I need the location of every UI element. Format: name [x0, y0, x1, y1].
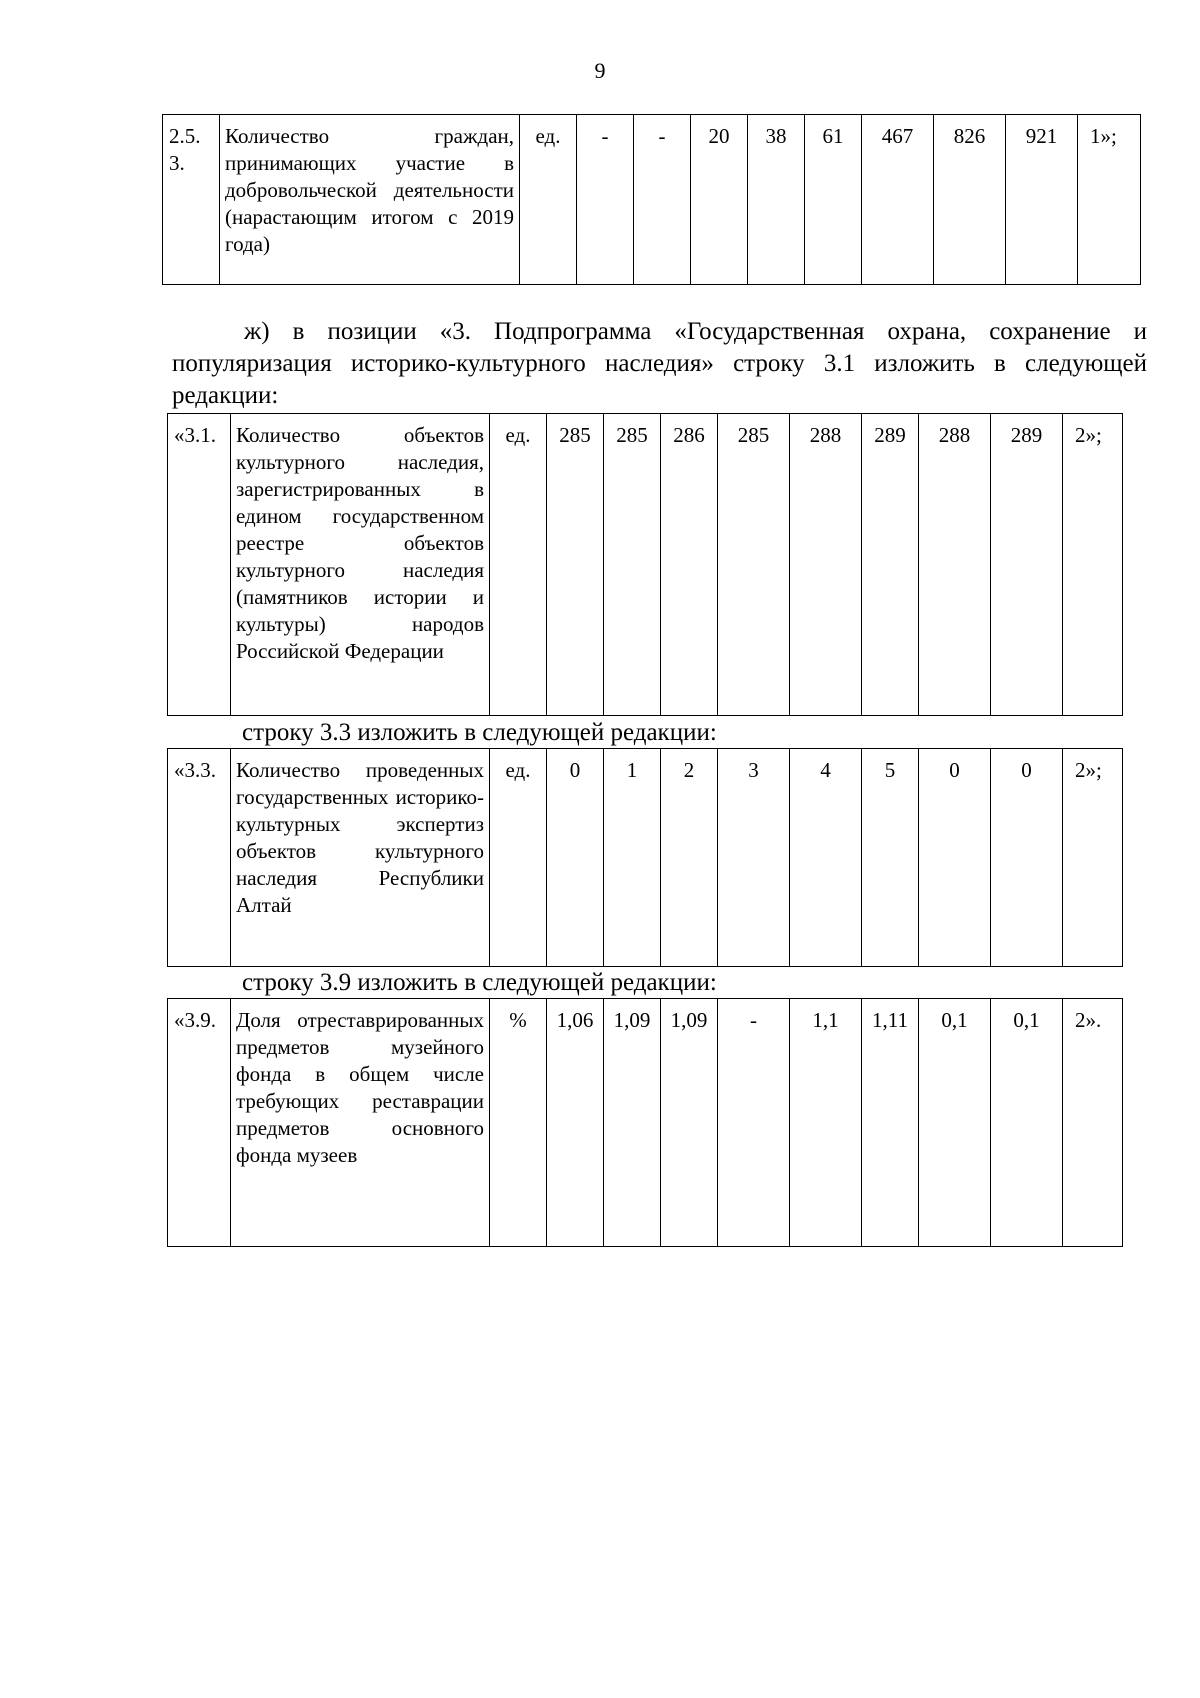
table-row-2-5-3 [162, 114, 1141, 285]
paragraph-row-3-9: строку 3.9 изложить в следующей редакции: [242, 969, 717, 996]
value-cell: 921 [1006, 115, 1078, 285]
value-cell: 288 [790, 414, 862, 716]
value-cell: 61 [805, 115, 862, 285]
value-cell: 1 [604, 749, 661, 967]
value-cell: - [634, 115, 691, 285]
value-cell: 0,1 [991, 999, 1063, 1247]
value-cell: 1,1 [790, 999, 862, 1247]
row-code: 2.5. 3. [163, 115, 220, 285]
table-row-3-1 [167, 413, 1123, 716]
value-cell: 20 [691, 115, 748, 285]
table-row-3-3 [167, 748, 1123, 967]
value-cell: 4 [790, 749, 862, 967]
row-code: «3.1. [168, 414, 231, 716]
value-cell: 826 [934, 115, 1006, 285]
value-cell: 467 [862, 115, 934, 285]
value-cell: 285 [547, 414, 604, 716]
value-cell: 0 [919, 749, 991, 967]
last-cell: 2»; [1063, 749, 1123, 967]
paragraph-zh: ж) в позиции «3. Подпрограмма «Государственная охрана, сохранение и популяризация историко-культурного наследия» строку 3.1 изложить в следующей редакции: [172, 318, 1147, 409]
value-cell: 289 [862, 414, 919, 716]
value-cell: 38 [748, 115, 805, 285]
last-cell: 1»; [1078, 115, 1141, 285]
value-cell: 1,06 [547, 999, 604, 1247]
value-cell: - [577, 115, 634, 285]
row-code: «3.9. [168, 999, 231, 1247]
indicator-name: Количество граждан, принимающих участие в добровольческой деятельности (нарастающим итогом с 2019 года) [220, 115, 520, 285]
value-cell: 3 [718, 749, 790, 967]
indicator-name: Доля отреставрированных предметов музейного фонда в общем числе требующих реставрации предметов основного фонда музеев [231, 999, 490, 1247]
value-cell: 0 [991, 749, 1063, 967]
last-cell: 2». [1063, 999, 1123, 1247]
value-cell: - [718, 999, 790, 1247]
value-cell: 285 [604, 414, 661, 716]
paragraph-row-3-3: строку 3.3 изложить в следующей редакции: [242, 719, 717, 746]
table-row-3-9 [167, 998, 1123, 1247]
value-cell: 2 [661, 749, 718, 967]
value-cell: 0,1 [919, 999, 991, 1247]
value-cell: 1,09 [661, 999, 718, 1247]
unit-cell: ед. [520, 115, 577, 285]
indicator-name: Количество проведенных государственных историко-культурных экспертиз объектов культурного наследия Республики Алтай [231, 749, 490, 967]
value-cell: 288 [919, 414, 991, 716]
value-cell: 289 [991, 414, 1063, 716]
unit-cell: ед. [490, 749, 547, 967]
value-cell: 285 [718, 414, 790, 716]
unit-cell: ед. [490, 414, 547, 716]
value-cell: 1,11 [862, 999, 919, 1247]
value-cell: 0 [547, 749, 604, 967]
page-number: 9 [594, 58, 606, 83]
unit-cell: % [490, 999, 547, 1247]
last-cell: 2»; [1063, 414, 1123, 716]
value-cell: 5 [862, 749, 919, 967]
row-code: «3.3. [168, 749, 231, 967]
value-cell: 286 [661, 414, 718, 716]
indicator-name: Количество объектов культурного наследия, зарегистрированных в едином государственном реестре объектов культурного наследия (памятников истории и культуры) народов Российской Федерации [231, 414, 490, 716]
value-cell: 1,09 [604, 999, 661, 1247]
